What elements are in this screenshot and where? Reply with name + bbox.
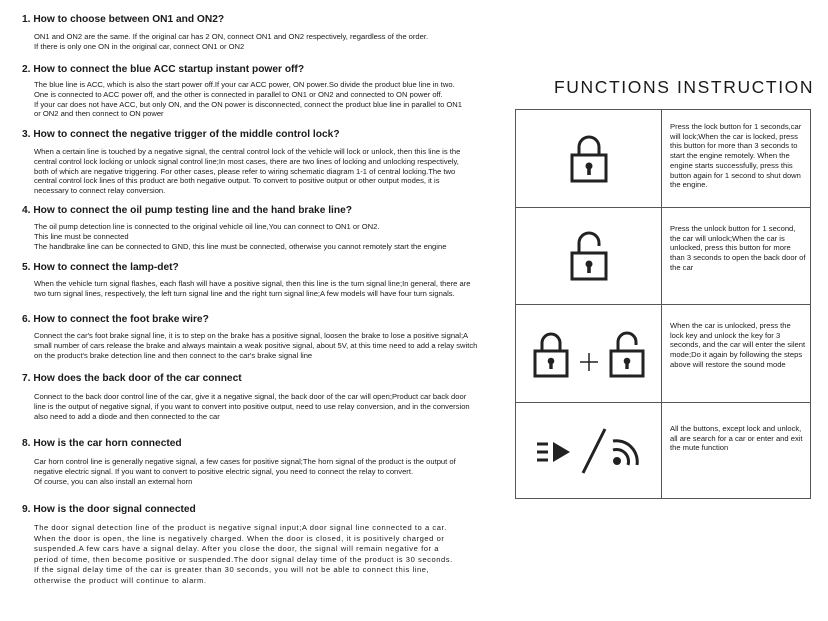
question-3: 3. How to connect the negative trigger of the middle control lock? <box>22 129 340 140</box>
slash-icon <box>583 429 605 473</box>
function-row-lock <box>516 110 810 208</box>
answer-2: The blue line is ACC, which is also the start power off.If your car ACC power, ON power.So divide the product blue line in two. One is connected to ACC power off, and the other is connected in parallel to ON1 or ON2 and connected to ON power off. If your car does not have ACC, but only ON, and the ON power is disconnected, connect the product blue line in parallel to ON1 or ON2 and then connect to ON power <box>34 80 463 119</box>
lock-icon <box>535 334 567 376</box>
answer-9: The door signal detection line of the product is negative signal input;A door signal line connected to a car. When the door is open, the line is negatively charged. When the door is closed, it is positively charged or suspended.A few cars have a signal delay. After you close the door, the signal will remain negative for a period of time, then become positive or suspended.The door signal delay time of the product is 30 seconds. If the signal delay time of the car is greater than 30 seconds, you will not be able to connect this line, otherwise the product will continue to alarm. <box>34 523 453 585</box>
function-desc-unlock: Press the unlock button for 1 second, the car will unlock;When the car is unlocked, press this button for more than 3 seconds to open the back door of the car <box>670 224 806 272</box>
answer-5: When the vehicle turn signal flashes, each flash will have a positive signal, then this line is the turn signal line;In general, there are two turn signal lines, respectively, the left turn signal line and the right turn signal line;A few models will have four turn signals. <box>34 279 471 298</box>
lock-plus-unlock-icon <box>533 329 645 379</box>
question-2: 2. How to connect the blue ACC startup instant power off? <box>22 64 305 75</box>
beam-icon <box>553 442 570 462</box>
question-9: 9. How is the door signal connected <box>22 504 196 515</box>
answer-8: Car horn control line is generally negative signal, a few cases for positive signal;The horn signal of the product is the output of negative electric signal. If you want to convert to positive electric signal, you need to connect the relay to convert. Of course, you can also install an external horn <box>34 457 456 486</box>
horn-lines-icon <box>537 444 548 460</box>
icon-cell <box>516 208 662 304</box>
search-mute-icon <box>533 423 645 479</box>
answer-1: ON1 and ON2 are the same. If the original car has 2 ON, connect ON1 and ON2 respectively, regardless of the order. If there is only one ON in the original car, connect ON1 or ON2 <box>34 32 429 51</box>
question-5: 5. How to connect the lamp-det? <box>22 262 179 273</box>
function-desc-search: All the buttons, except lock and unlock, all are search for a car or enter and exit the mute function <box>670 424 803 453</box>
icon-cell <box>516 305 662 402</box>
answer-7: Connect to the back door control line of the car, give it a negative signal, the back door of the car will open;Product car back door line is the output of negative signal, if you want to convert into positive output, need to use relay conversion, and in the conversion also need to add a diode and then connected to the car <box>34 392 470 421</box>
sound-waves-icon <box>613 441 637 465</box>
answer-6: Connect the car's foot brake signal line, it is to step on the brake has a positive signal, loosen the brake to lose a positive signal;A small number of cars release the brake and always maintain a weak positive signal, about 5V, at this time need to add a relay switch on the product's brake detection line and then connect to the car's brake signal line <box>34 331 478 360</box>
lock-icon <box>570 135 608 183</box>
answer-4: The oil pump detection line is connected to the original vehicle oil line,You can connect to ON1 or ON2. This line must be connected The handbrake line can be connected to GND, this line must be connected, otherwise you cannot remotely start the engine <box>34 222 447 251</box>
plus-icon <box>580 353 598 371</box>
unlock-icon <box>611 333 643 376</box>
functions-title: FUNCTIONS INSTRUCTION <box>554 77 815 97</box>
icon-cell <box>516 110 662 207</box>
functions-table <box>515 109 811 499</box>
question-1: 1. How to choose between ON1 and ON2? <box>22 14 225 25</box>
question-6: 6. How to connect the foot brake wire? <box>22 314 209 325</box>
unlock-icon <box>570 231 608 281</box>
function-row-unlock <box>516 208 810 305</box>
question-7: 7. How does the back door of the car connect <box>22 373 242 384</box>
icon-cell <box>516 403 662 499</box>
question-8: 8. How is the car horn connected <box>22 438 182 449</box>
question-4: 4. How to connect the oil pump testing line and the hand brake line? <box>22 205 352 216</box>
function-row-silent <box>516 305 810 403</box>
function-desc-lock: Press the lock button for 1 seconds,car will lock;When the car is locked, press this button for more than 3 seconds to start the engine remotely. When the engine starts successfully, press this button again for 1 second to shut down the engine. <box>670 122 802 190</box>
function-desc-silent: When the car is unlocked, press the lock key and unlock the key for 3 seconds, and the car will enter the silent mode;Do it again by following the steps above will restore the sound mode <box>670 321 806 369</box>
answer-3: When a certain line is touched by a negative signal, the central control lock of the vehicle will lock or unlock, then this line is the central control lock locking or unlock signal control line;In most cases, there are two lines of locking and unlocking respectively, both of which are negative triggering. For other cases, please refer to wiring schematic diagram 1-1 of central locking.The two central control lock lines of this product are both negative output. To convert to positive output or other output modes, it is necessary to connect relay conversion. <box>34 147 461 196</box>
function-row-search <box>516 403 810 499</box>
